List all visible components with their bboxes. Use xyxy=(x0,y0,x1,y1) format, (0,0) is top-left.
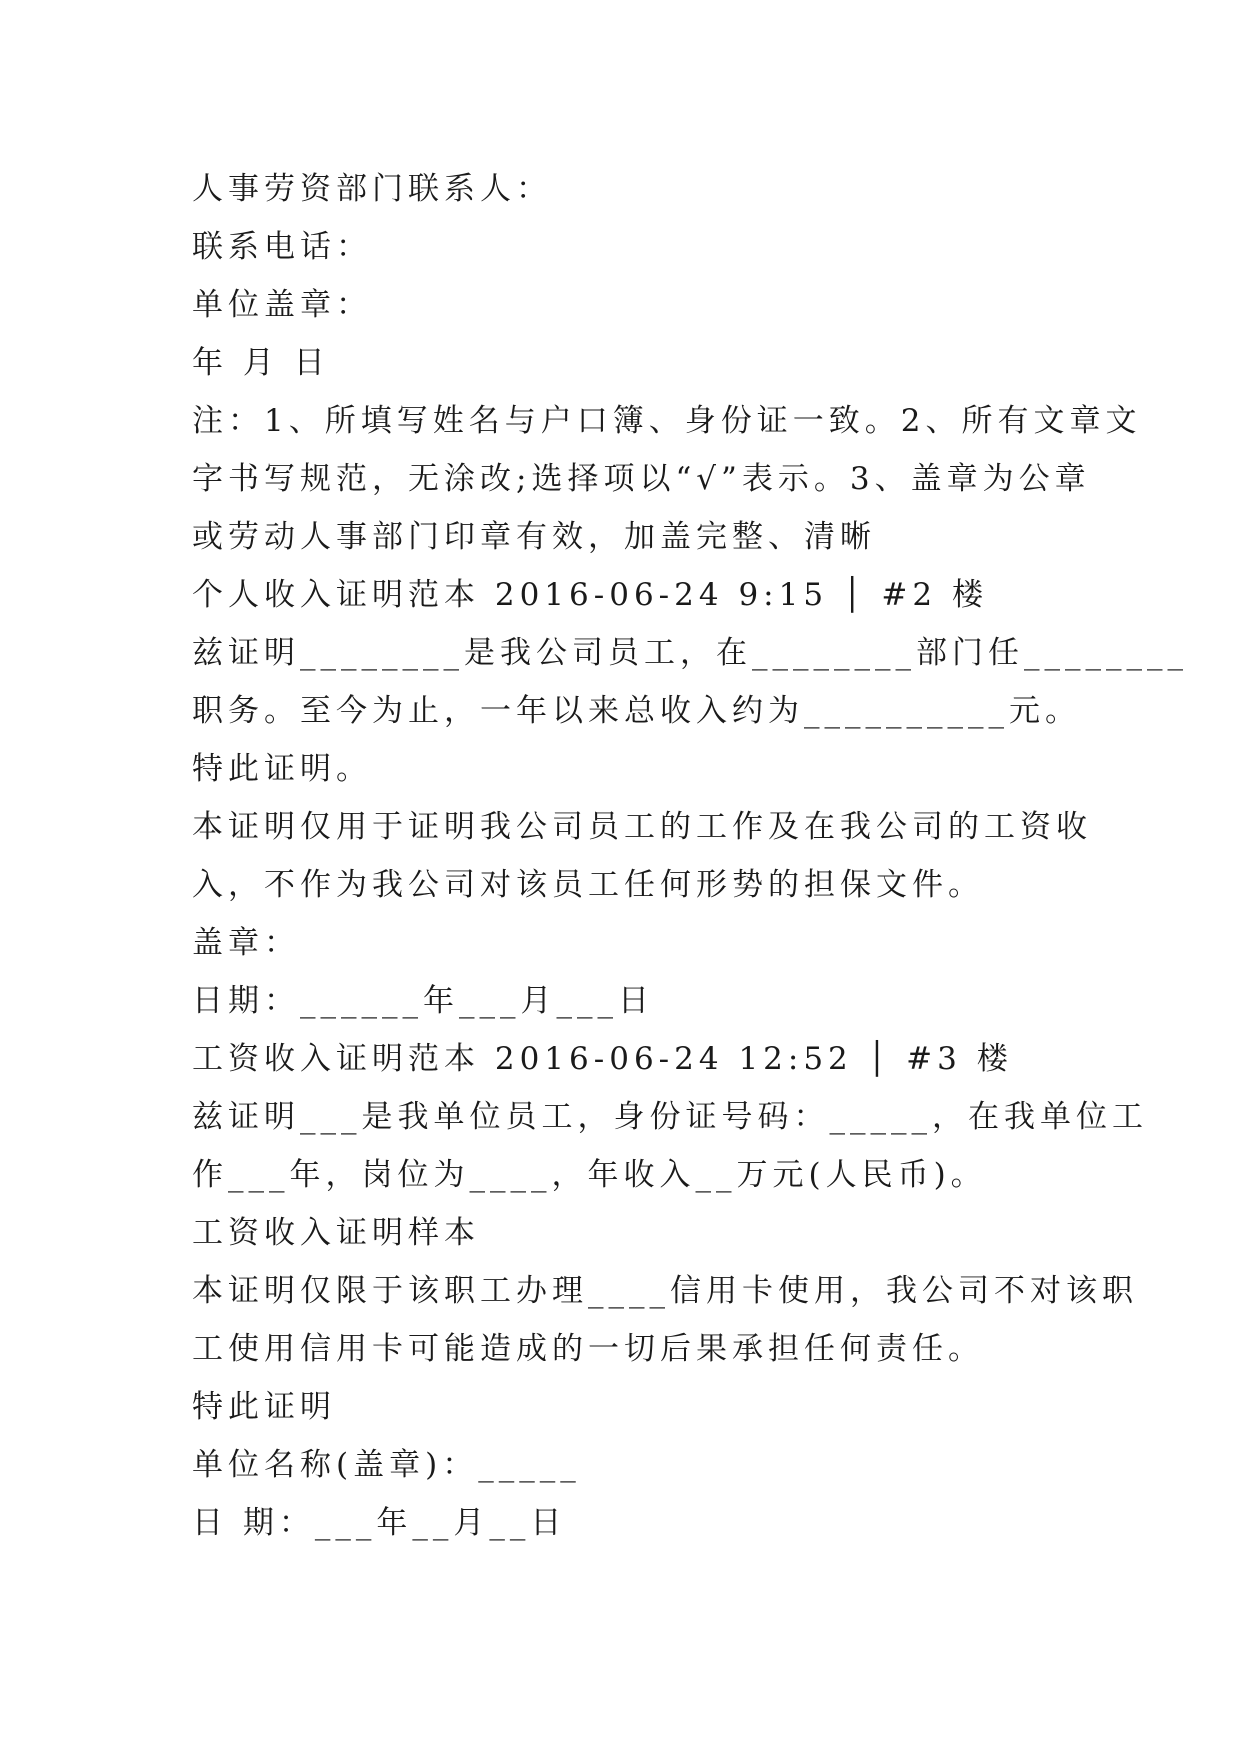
certify-line-2: 职务。至今为止，一年以来总收入约为__________元。 xyxy=(192,693,1081,729)
salary-certify-line-1: 兹证明___是我单位员工，身份证号码：_____，在我单位工 xyxy=(192,1099,1148,1135)
hr-contact-line: 人事劳资部门联系人： xyxy=(192,171,552,207)
hereby-certify-line-2: 特此证明 xyxy=(192,1389,336,1425)
date-line: 年 月 日 xyxy=(192,345,330,381)
phone-line: 联系电话： xyxy=(192,229,372,265)
credit-card-line-2: 工使用信用卡可能造成的一切后果承担任何责任。 xyxy=(192,1331,984,1367)
credit-card-line-1: 本证明仅限于该职工办理____信用卡使用，我公司不对该职 xyxy=(192,1273,1138,1309)
note-line-2: 字书写规范，无涂改;选择项以“√”表示。3、盖章为公章 xyxy=(192,461,1091,497)
date-fill-line: 日期：______年___月___日 xyxy=(192,983,654,1019)
sample-heading: 工资收入证明样本 xyxy=(192,1215,480,1251)
document-page xyxy=(192,160,1188,1552)
section-heading-salary-income: 工资收入证明范本 2016-06-24 12:52 │ #3 楼 xyxy=(192,1041,1013,1077)
purpose-line-1: 本证明仅用于证明我公司员工的工作及在我公司的工资收 xyxy=(192,809,1092,845)
seal-line: 盖章： xyxy=(192,925,300,961)
hereby-certify-line: 特此证明。 xyxy=(192,751,372,787)
note-line-1: 注：1、所填写姓名与户口簿、身份证一致。2、所有文章文 xyxy=(192,403,1142,439)
salary-certify-line-2: 作___年，岗位为____，年收入__万元(人民币)。 xyxy=(192,1157,987,1193)
note-line-3: 或劳动人事部门印章有效，加盖完整、清晰 xyxy=(192,519,876,555)
unit-seal-line: 单位盖章： xyxy=(192,287,372,323)
section-heading-personal-income: 个人收入证明范本 2016-06-24 9:15 │ #2 楼 xyxy=(192,577,988,613)
certify-line-1: 兹证明________是我公司员工，在________部门任________ xyxy=(192,635,1188,671)
purpose-line-2: 入，不作为我公司对该员工任何形势的担保文件。 xyxy=(192,867,984,903)
final-date-line: 日 期：___年__月__日 xyxy=(192,1505,567,1541)
unit-name-seal-line: 单位名称(盖章)：_____ xyxy=(192,1447,581,1483)
